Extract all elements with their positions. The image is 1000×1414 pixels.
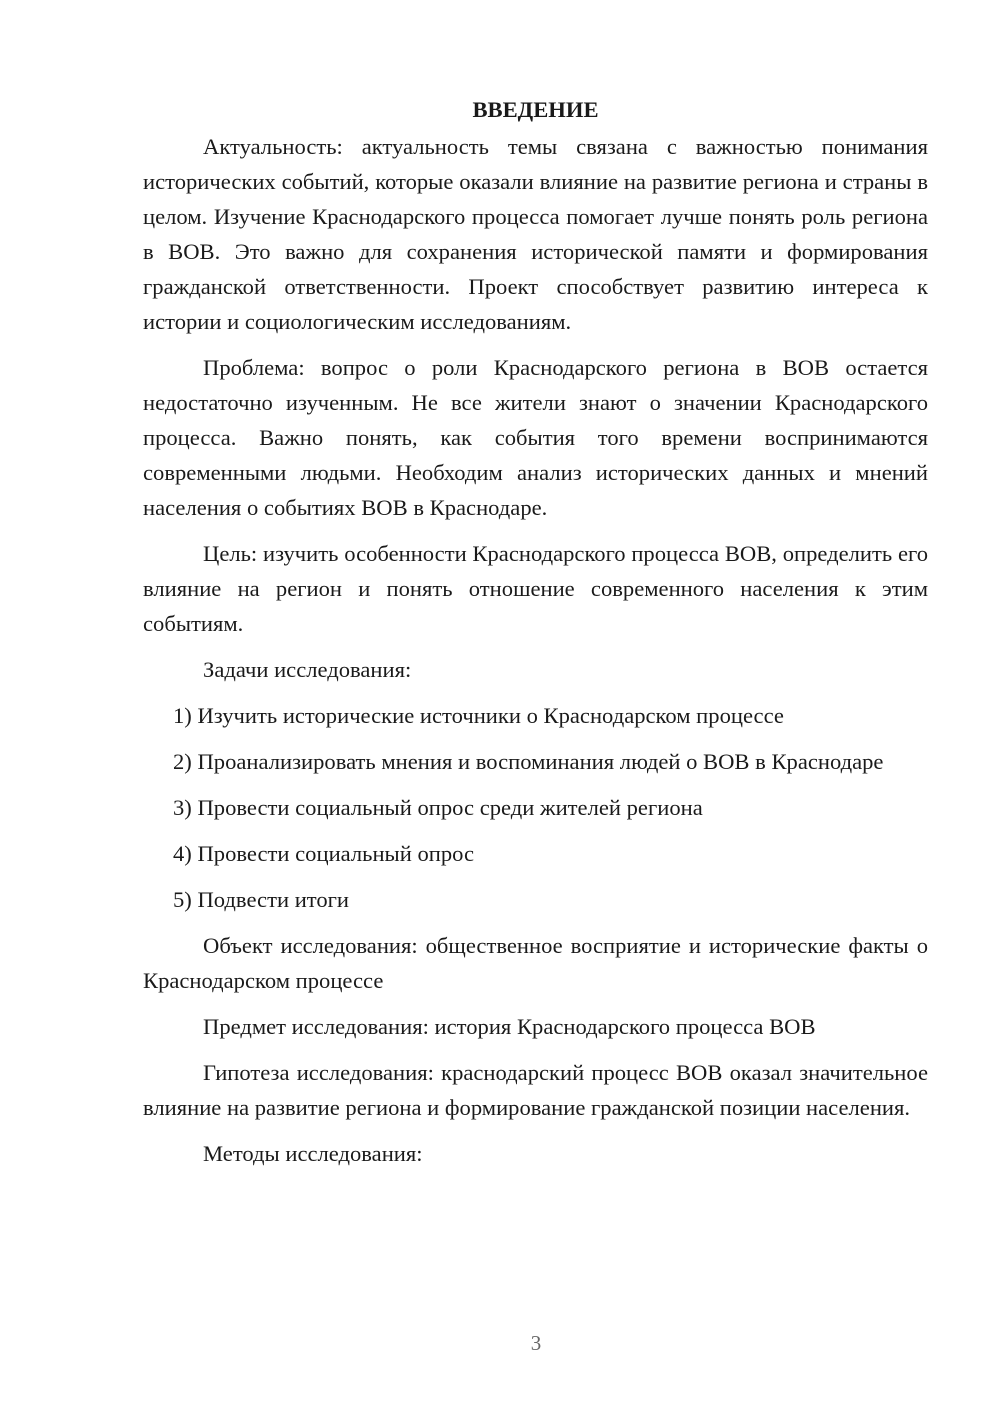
document-page <box>143 92 928 1182</box>
paragraph-subject: Предмет исследования: история Краснодарского процесса ВОВ <box>203 1014 816 1039</box>
paragraph-problem: Проблема: вопрос о роли Краснодарского региона в ВОВ остается недостаточно изученным. Не все жители знают о значении Краснодарского процесса. Важно понять, как события того времени воспринимаются современными людьми. Необходим анализ исторических данных и мнений населения о событиях ВОВ в Краснодаре. <box>143 355 928 520</box>
paragraph-object: Объект исследования: общественное восприятие и исторические факты о Краснодарском процессе <box>143 933 928 993</box>
page-title: ВВЕДЕНИЕ <box>472 97 599 122</box>
page-number: 3 <box>530 1331 542 1355</box>
task-item-1: 1) Изучить исторические источники о Краснодарском процессе <box>173 703 784 728</box>
task-item-4: 4) Провести социальный опрос <box>173 841 475 866</box>
task-item-5: 5) Подвести итоги <box>173 887 350 912</box>
task-item-2: 2) Проанализировать мнения и воспоминания людей о ВОВ в Краснодаре <box>173 749 884 774</box>
task-item-3: 3) Провести социальный опрос среди жителей региона <box>173 795 703 820</box>
paragraph-goal: Цель: изучить особенности Краснодарского процесса ВОВ, определить его влияние на регион и понять отношение современного населения к этим событиям. <box>143 541 928 636</box>
paragraph-tasks-heading: Задачи исследования: <box>203 657 412 682</box>
paragraph-methods-heading: Методы исследования: <box>203 1141 423 1166</box>
paragraph-relevance: Актуальность: актуальность темы связана с важностью понимания исторических событий, которые оказали влияние на развитие региона и страны в целом. Изучение Краснодарского процесса помогает лучше понять роль региона в ВОВ. Это важно для сохранения исторической памяти и формирования гражданской ответственности. Проект способствует развитию интереса к истории и социологическим исследованиям. <box>143 134 928 334</box>
paragraph-hypothesis: Гипотеза исследования: краснодарский процесс ВОВ оказал значительное влияние на развитие региона и формирование гражданской позиции населения. <box>143 1060 928 1120</box>
